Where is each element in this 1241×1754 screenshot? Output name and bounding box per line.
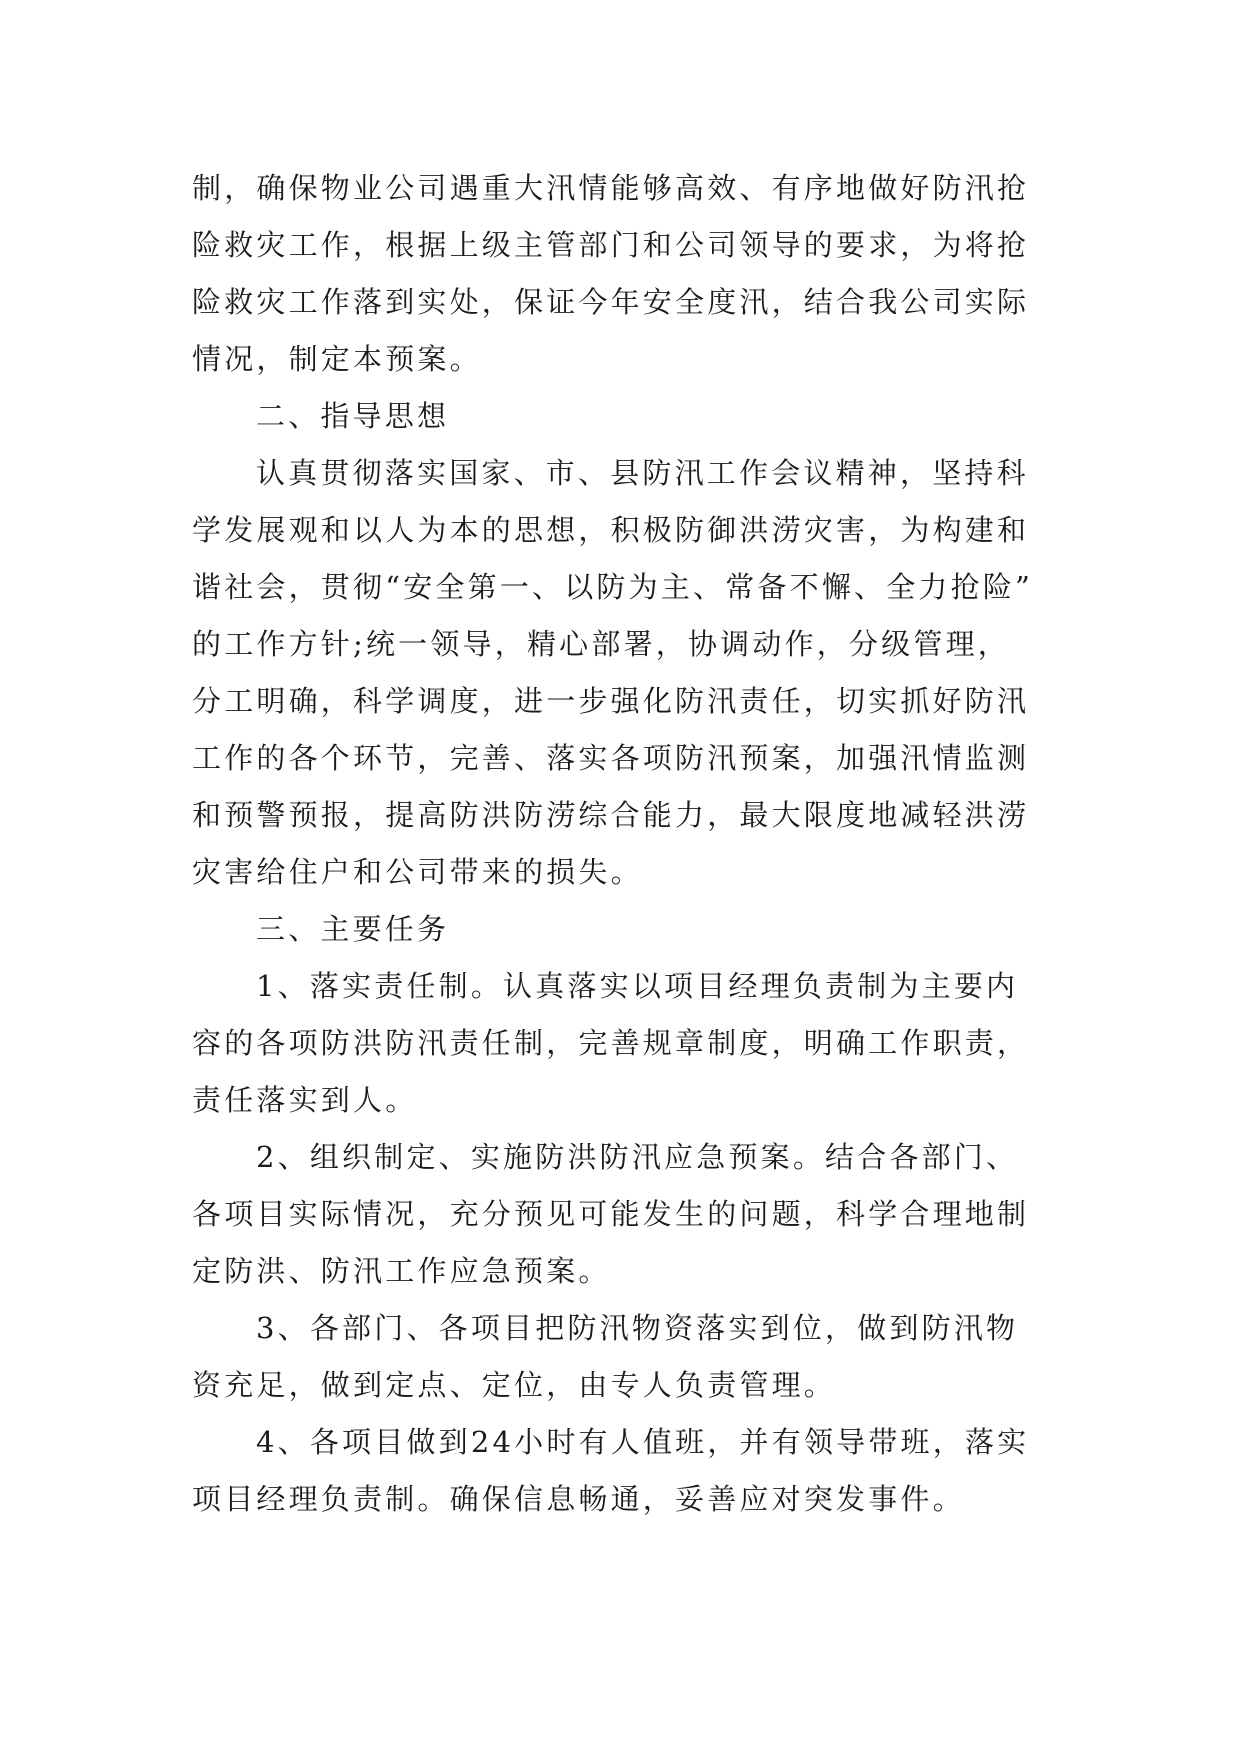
text-line: 工作的各个环节，完善、落实各项防汛预案，加强汛情监测	[192, 741, 1030, 775]
text-line: 1、落实责任制。认真落实以项目经理负责制为主要内	[256, 969, 1019, 1003]
text-line: 项目经理负责制。确保信息畅通，妥善应对突发事件。	[192, 1482, 965, 1516]
text-line: 险救灾工作落到实处，保证今年安全度汛，结合我公司实际	[192, 285, 1030, 319]
text-line: 学发展观和以人为本的思想，积极防御洪涝灾害，为构建和	[192, 513, 1030, 547]
text-line: 责任落实到人。	[192, 1083, 418, 1117]
text-line: 容的各项防洪防汛责任制，完善规章制度，明确工作职责，	[192, 1026, 1030, 1060]
text-line: 险救灾工作，根据上级主管部门和公司领导的要求，为将抢	[192, 228, 1030, 262]
text-line: 的工作方针;统一领导，精心部署，协调动作，分级管理，	[192, 627, 1010, 661]
document-body	[192, 160, 1054, 1528]
text-line: 定防洪、防汛工作应急预案。	[192, 1254, 611, 1288]
text-line: 情况，制定本预案。	[192, 342, 482, 376]
text-line: 2、组织制定、实施防洪防汛应急预案。结合各部门、	[256, 1140, 1019, 1174]
text-line: 谐社会，贯彻“安全第一、以防为主、常备不懈、全力抢险”	[192, 570, 1034, 604]
text-line: 资充足，做到定点、定位，由专人负责管理。	[192, 1368, 837, 1402]
section-heading-main-tasks: 三、主要任务	[256, 912, 450, 946]
text-line: 分工明确，科学调度，进一步强化防汛责任，切实抓好防汛	[192, 684, 1030, 718]
text-line: 4、各项目做到24小时有人值班，并有领导带班，落实	[256, 1425, 1030, 1459]
text-line: 和预警预报，提高防洪防涝综合能力，最大限度地减轻洪涝	[192, 798, 1030, 832]
text-line: 认真贯彻落实国家、市、县防汛工作会议精神，坚持科	[256, 456, 1029, 490]
text-line: 灾害给住户和公司带来的损失。	[192, 855, 643, 889]
text-line: 制，确保物业公司遇重大汛情能够高效、有序地做好防汛抢	[192, 171, 1030, 205]
text-line: 各项目实际情况，充分预见可能发生的问题，科学合理地制	[192, 1197, 1030, 1231]
section-heading-guiding-ideology: 二、指导思想	[256, 399, 450, 433]
text-line: 3、各部门、各项目把防汛物资落实到位，做到防汛物	[256, 1311, 1019, 1345]
